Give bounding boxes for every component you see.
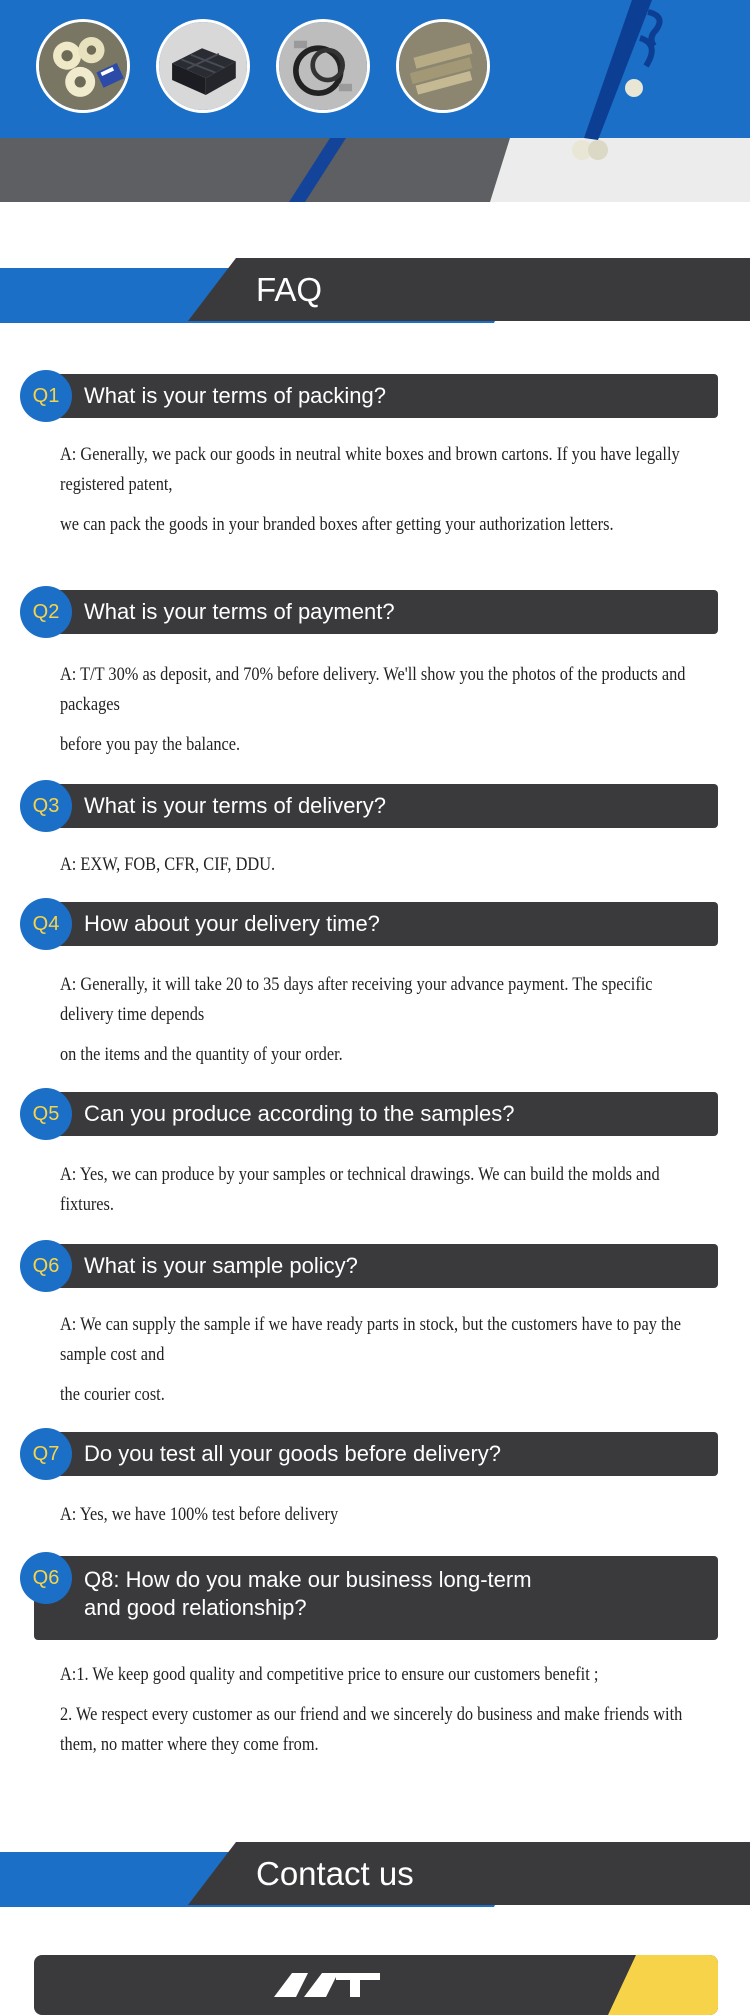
faq-heading: FAQ <box>256 271 323 308</box>
answer-paragraph: A: Generally, we pack our goods in neutral white boxes and brown cartons. If you have legally registered patent, <box>60 444 680 495</box>
answer-paragraph: we can pack the goods in your branded boxes after getting your authorization letters. <box>60 514 614 535</box>
question-text: What is your terms of delivery? <box>84 793 386 818</box>
faq-answer-8 <box>60 1660 710 1770</box>
question-text: Can you produce according to the samples? <box>84 1101 515 1126</box>
faq-answer-7 <box>60 1500 710 1540</box>
contact-card <box>34 1955 718 2015</box>
answer-paragraph: A: Yes, we have 100% test before delivery <box>60 1504 339 1525</box>
faq-question-8 <box>20 1552 718 1642</box>
faq-answer-2 <box>60 660 710 770</box>
answer-paragraph: A: Generally, it will take 20 to 35 days after receiving your advance payment. The specific delivery time depends <box>60 974 653 1025</box>
answer-paragraph: A: Yes, we can produce by your samples or technical drawings. We can build the molds and fixtures. <box>60 1164 660 1215</box>
lift-arm-illustration <box>0 0 750 202</box>
answer-paragraph: before you pay the balance. <box>60 734 241 755</box>
answer-paragraph: A: We can supply the sample if we have ready parts in stock, but the customers have to pay the sample cost and <box>60 1314 681 1365</box>
question-text: Do you test all your goods before delivery? <box>84 1441 502 1466</box>
question-badge: Q7 <box>20 1428 72 1480</box>
faq-answer-5 <box>60 1160 710 1230</box>
question-badge: Q5 <box>20 1088 72 1140</box>
question-badge: Q2 <box>20 586 72 638</box>
question-text: What is your terms of packing? <box>84 383 387 408</box>
faq-question-1 <box>20 370 718 422</box>
faq-answer-3 <box>60 850 710 890</box>
answer-paragraph: 2. We respect every customer as our friend and we sincerely do business and make friends with them, no matter where they come from. <box>60 1704 683 1755</box>
faq-answer-1 <box>60 440 710 550</box>
faq-question-4 <box>20 898 718 950</box>
answer-paragraph: A: T/T 30% as deposit, and 70% before delivery. We'll show you the photos of the products and packages <box>60 664 686 715</box>
answer-paragraph: A: EXW, FOB, CFR, CIF, DDU. <box>60 854 276 875</box>
faq-question-5 <box>20 1088 718 1140</box>
question-text: What is your sample policy? <box>84 1253 358 1278</box>
faq-question-2 <box>20 586 718 638</box>
question-badge: Q1 <box>20 370 72 422</box>
faq-question-3 <box>20 780 718 832</box>
answer-paragraph: on the items and the quantity of your order. <box>60 1044 343 1065</box>
answer-paragraph: the courier cost. <box>60 1384 165 1405</box>
company-logo-icon <box>274 1973 414 1997</box>
contact-heading: Contact us <box>256 1855 414 1892</box>
faq-answer-6 <box>60 1310 710 1420</box>
question-badge: Q6 <box>20 1240 72 1292</box>
faq-banner <box>0 258 750 333</box>
answer-paragraph: A:1. We keep good quality and competitive price to ensure our customers benefit ; <box>60 1664 599 1685</box>
question-text-line-2: and good relationship? <box>84 1595 307 1620</box>
question-badge: Q3 <box>20 780 72 832</box>
contact-banner <box>0 1842 750 1917</box>
faq-question-6 <box>20 1240 718 1292</box>
faq-answer-4 <box>60 970 710 1080</box>
contact-card-accent <box>608 1955 718 2015</box>
hero-banner <box>0 0 750 202</box>
question-badge: Q6 <box>20 1552 72 1604</box>
question-text: What is your terms of payment? <box>84 599 395 624</box>
question-text-line-1: Q8: How do you make our business long-term <box>84 1567 532 1592</box>
question-badge: Q4 <box>20 898 72 950</box>
question-text: How about your delivery time? <box>84 911 380 936</box>
faq-question-7 <box>20 1428 718 1480</box>
